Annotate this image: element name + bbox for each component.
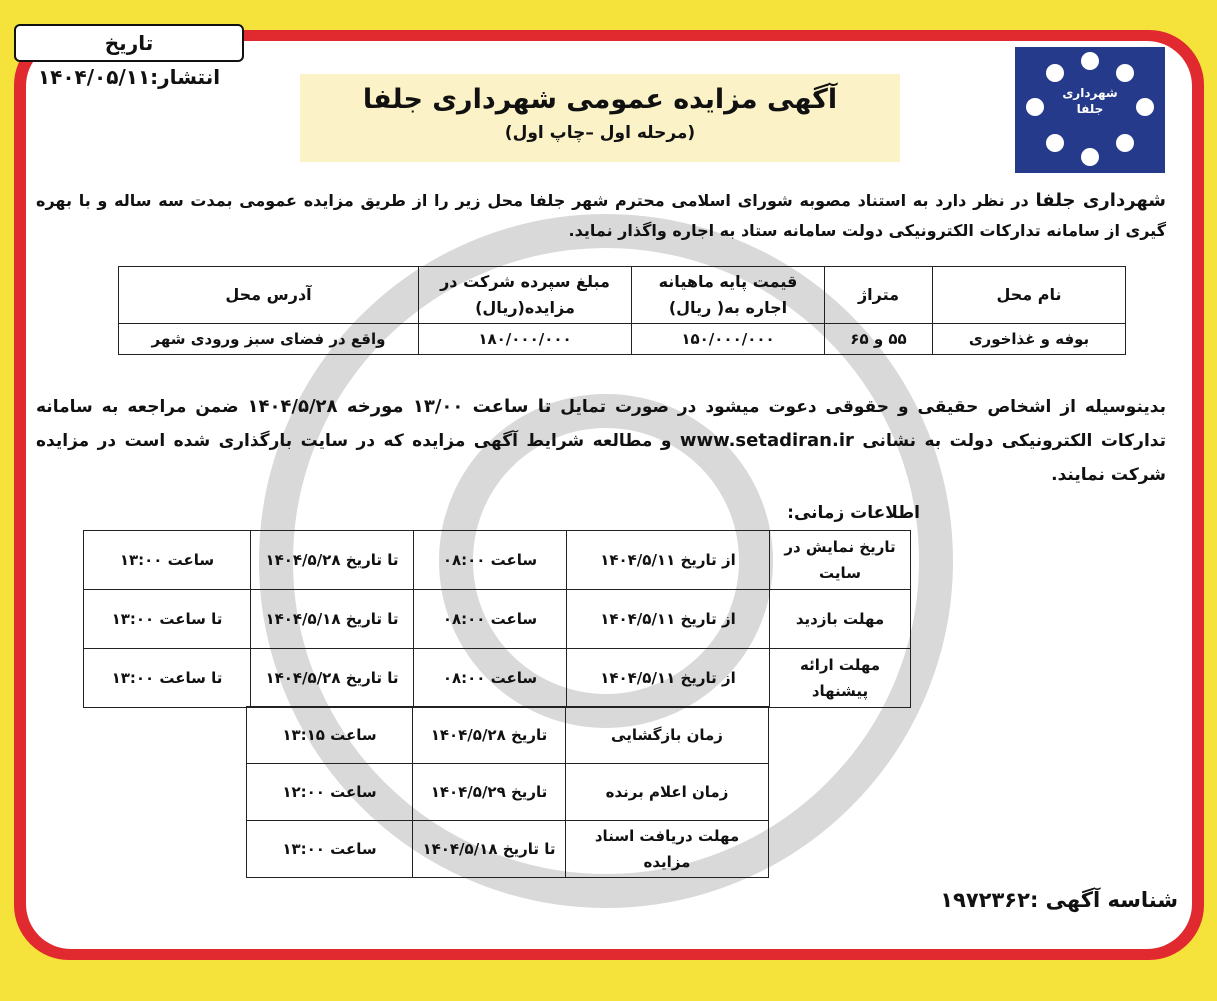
schedule-date: تاریخ ۱۴۰۴/۵/۲۸	[413, 707, 566, 764]
schedule-table-top	[83, 530, 911, 708]
base-price: ۱۵۰/۰۰۰/۰۰۰	[632, 324, 825, 355]
to-date: تا تاریخ ۱۴۰۴/۵/۲۸	[251, 649, 414, 708]
intro-text: در نظر دارد به استناد مصوبه شورای اسلامی محترم شهر جلفا محل زیر را از طریق مزایده عمومی بمدت سه ساله و با بهره گیری از سامانه تدارکات الکترونیکی دولت سامانه ستاد به اجاره واگذار نماید.	[36, 191, 1166, 240]
to-time: تا ساعت ۱۳:۰۰	[84, 590, 251, 649]
intro-lead: شهرداری جلفا	[1035, 190, 1166, 211]
from-date: از تاریخ ۱۴۰۴/۵/۱۱	[567, 531, 770, 590]
schedule-date: تا تاریخ ۱۴۰۴/۵/۱۸	[413, 821, 566, 878]
header-place-name: نام محل	[933, 267, 1126, 324]
page-subtitle: (مرحله اول –چاپ اول)	[504, 123, 696, 143]
table-row	[247, 764, 769, 821]
address: واقع در فضای سبز ورودی شهر	[119, 324, 419, 355]
time-info-title: اطلاعات زمانی:	[787, 503, 920, 523]
header-base-price: قیمت پایه ماهیانه اجاره به( ریال)	[632, 267, 825, 324]
table-row	[119, 324, 1126, 355]
invitation-part3: و مطالعه شرایط آگهی مزایده که در سایت بارگذاری شده است در مزایده شرکت نمایند.	[36, 431, 1166, 485]
header-deposit: مبلغ سپرده شرکت در مزایده(ریال)	[419, 267, 632, 324]
header-address: آدرس محل	[119, 267, 419, 324]
table-row	[84, 649, 911, 708]
header-area: متراژ	[825, 267, 933, 324]
schedule-table-bottom	[246, 706, 769, 878]
property-table	[118, 266, 1126, 355]
schedule-label: مهلت ارائه پیشنهاد	[770, 649, 911, 708]
table-row	[247, 707, 769, 764]
deposit: ۱۸۰/۰۰۰/۰۰۰	[419, 324, 632, 355]
schedule-label: مهلت بازدید	[770, 590, 911, 649]
schedule-time: ساعت ۱۳:۱۵	[247, 707, 413, 764]
from-time: ساعت ۰۸:۰۰	[414, 590, 567, 649]
to-date: تا تاریخ ۱۴۰۴/۵/۲۸	[251, 531, 414, 590]
from-time: ساعت ۰۸:۰۰	[414, 649, 567, 708]
schedule-label: مهلت دریافت اسناد مزایده	[566, 821, 769, 878]
schedule-label: زمان اعلام برنده	[566, 764, 769, 821]
schedule-label: تاریخ نمایش در سایت	[770, 531, 911, 590]
to-date: تا تاریخ ۱۴۰۴/۵/۱۸	[251, 590, 414, 649]
table-row	[84, 590, 911, 649]
title-box	[300, 74, 900, 162]
ad-id: شناسه آگهی :۱۹۷۲۳۶۲	[940, 888, 1178, 912]
from-date: از تاریخ ۱۴۰۴/۵/۱۱	[567, 649, 770, 708]
invitation-deadline: تا ساعت ۱۳/۰۰ مورخه ۱۴۰۴/۵/۲۸	[247, 396, 552, 417]
area: ۵۵ و ۶۵	[825, 324, 933, 355]
table-row	[84, 531, 911, 590]
schedule-time: ساعت ۱۲:۰۰	[247, 764, 413, 821]
website-link[interactable]: www.setadiran.ir	[679, 430, 854, 451]
table-row	[247, 821, 769, 878]
from-date: از تاریخ ۱۴۰۴/۵/۱۱	[567, 590, 770, 649]
invitation-part2: ضمن مراجعه به سامانه تدارکات الکترونیکی دولت به نشانی	[36, 397, 1166, 451]
municipality-logo	[1015, 47, 1165, 173]
invitation-part1: بدینوسیله از اشخاص حقیقی و حقوقی دعوت میشود در صورت تمایل	[551, 397, 1166, 417]
schedule-time: ساعت ۱۳:۰۰	[247, 821, 413, 878]
intro-paragraph	[36, 186, 1166, 246]
to-time: ساعت ۱۳:۰۰	[84, 531, 251, 590]
schedule-label: زمان بازگشایی	[566, 707, 769, 764]
logo-text: شهرداری جلفا	[1062, 86, 1118, 116]
schedule-date: تاریخ ۱۴۰۴/۵/۲۹	[413, 764, 566, 821]
place-name: بوفه و غذاخوری	[933, 324, 1126, 355]
from-time: ساعت ۰۸:۰۰	[414, 531, 567, 590]
table-header-row	[119, 267, 1126, 324]
publish-date: تاریخ انتشار:۱۴۰۴/۰۵/۱۱	[14, 24, 244, 62]
page-title: آگهی مزایده عمومی شهرداری جلفا	[362, 84, 838, 115]
to-time: تا ساعت ۱۳:۰۰	[84, 649, 251, 708]
invitation-paragraph	[36, 390, 1166, 492]
